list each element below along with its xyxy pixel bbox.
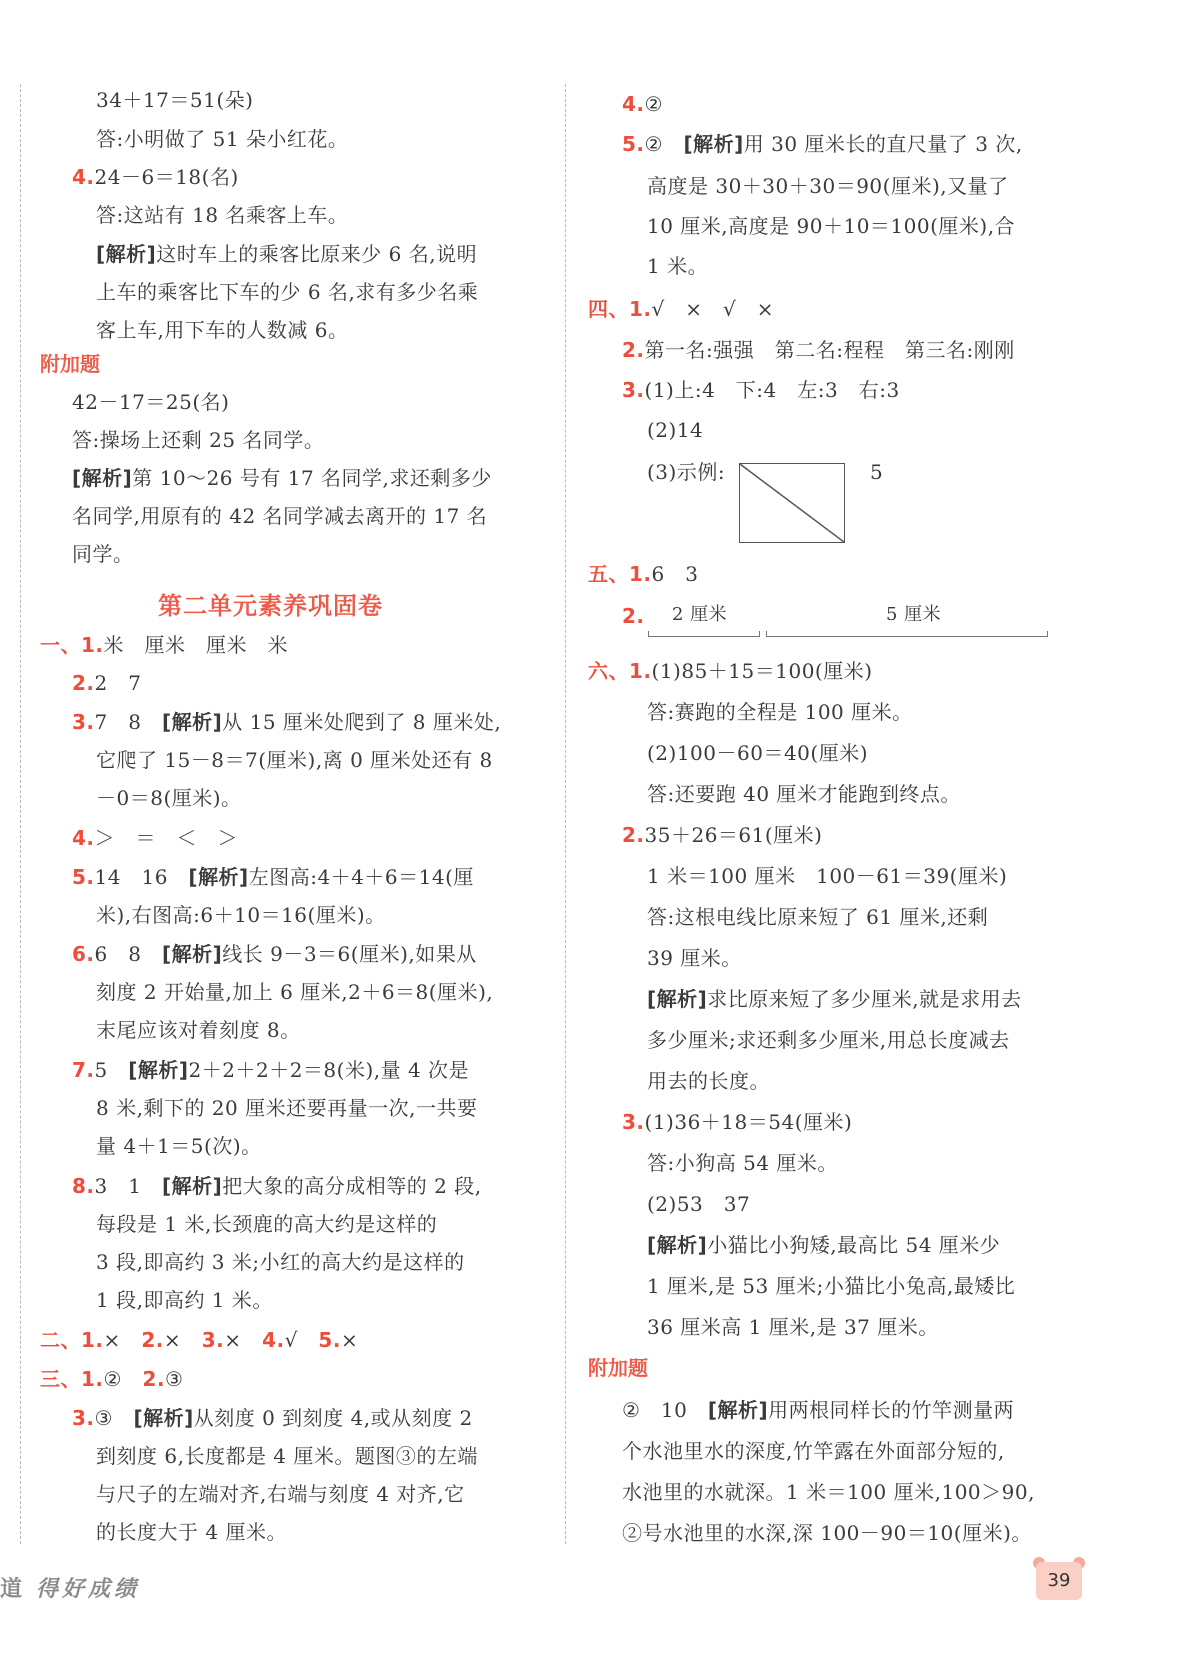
question-number: 3.	[622, 1110, 645, 1134]
answer-line: 答:小明做了 51 朵小红花。	[96, 127, 349, 151]
answer-line: (3)示例:	[647, 460, 726, 484]
left-margin-divider	[20, 84, 21, 1544]
page-number-badge: 39	[1036, 1562, 1082, 1600]
analysis-line	[72, 466, 492, 490]
question-number: 2.	[141, 1328, 164, 1352]
analysis-tag: [解析]	[683, 132, 744, 156]
section-1-q7	[72, 1058, 469, 1082]
segment-2cm	[648, 631, 760, 637]
question-number: 4.	[262, 1328, 285, 1352]
question-number: 2.	[622, 604, 645, 628]
answer-text: 第一名:强强 第二名:程程 第三名:刚刚	[644, 338, 1015, 362]
analysis-line: 末尾应该对着刻度 8。	[96, 1018, 301, 1042]
analysis-text: 把大象的高分成相等的 2 段,	[222, 1174, 482, 1198]
section-2	[40, 1328, 358, 1352]
answer-text: (1)上:4 下:4 左:3 右:3	[644, 378, 900, 402]
answer-line: 42－17＝25(名)	[72, 390, 230, 414]
answer-line: 答:小狗高 54 厘米。	[647, 1151, 838, 1175]
analysis-line: 的长度大于 4 厘米。	[96, 1520, 287, 1544]
answer-text: √ × √ ×	[651, 297, 775, 321]
analysis-text: 从 15 厘米处爬到了 8 厘米处,	[222, 710, 502, 734]
question-5	[622, 132, 1023, 156]
question-number: 3.	[72, 710, 95, 734]
bonus-heading: 附加题	[40, 352, 100, 376]
answer-text: 24－6＝18(名)	[94, 165, 239, 189]
answer-line: 答:还要跑 40 厘米才能跑到终点。	[647, 782, 961, 806]
answer-line: (2)14	[647, 418, 704, 442]
question-number: 4.	[622, 92, 645, 116]
footer-left-fragment: 道	[0, 1576, 23, 1602]
analysis-line: －0＝8(厘米)。	[96, 786, 242, 810]
answer-text: ×	[103, 1328, 121, 1352]
answer-text: ②	[644, 92, 663, 116]
diagonal-line-icon	[740, 464, 844, 542]
analysis-line: 10 厘米,高度是 90＋10＝100(厘米),合	[647, 214, 1016, 238]
answer-line: (2)100－60＝40(厘米)	[647, 741, 869, 765]
analysis-line	[647, 1233, 1000, 1257]
answer-text: ×	[224, 1328, 242, 1352]
question-number: 2.	[142, 1367, 166, 1391]
question-number: 5.	[622, 132, 645, 156]
answer-text: ＞ ＝ ＜ ＞	[94, 826, 239, 850]
answer-line: 答:这根电线比原来短了 61 厘米,还剩	[647, 905, 989, 929]
answer-text: 7 8	[94, 710, 162, 734]
analysis-tag: [解析]	[133, 1406, 194, 1430]
answer-text: 6 8	[94, 942, 162, 966]
analysis-line: 刻度 2 开始量,加上 6 厘米,2＋6＝8(厘米),	[96, 980, 494, 1004]
analysis-line: 量 4＋1＝5(次)。	[96, 1134, 262, 1158]
section-label: 二、1.	[40, 1328, 104, 1352]
analysis-tag: [解析]	[128, 1058, 189, 1082]
answer-text: 14 16	[94, 865, 189, 889]
section-5	[588, 562, 698, 586]
analysis-line: 高度是 30＋30＋30＝90(厘米),又量了	[647, 174, 1009, 198]
footer-brand: 得好成绩	[36, 1576, 141, 1602]
answer-text: ③	[94, 1406, 134, 1430]
bonus-answer	[622, 1398, 1014, 1422]
analysis-tag: [解析]	[647, 987, 708, 1011]
analysis-line: 个水池里水的深度,竹竿露在外面部分短的,	[622, 1439, 1005, 1463]
answer-text: 米 厘米 厘米 米	[103, 633, 289, 657]
question-number: 4.	[72, 826, 95, 850]
analysis-line: 8 米,剩下的 20 厘米还要再量一次,一共要	[96, 1096, 478, 1120]
analysis-line: 3 段,即高约 3 米;小红的高大约是这样的	[96, 1250, 465, 1274]
analysis-text: 线长 9－3＝6(厘米),如果从	[222, 942, 477, 966]
answer-text: 6 3	[651, 562, 699, 586]
question-4	[622, 92, 663, 116]
example-rectangle-figure	[739, 463, 845, 543]
analysis-line	[647, 987, 1022, 1011]
segment-5cm	[766, 631, 1048, 637]
question-number: 5.	[318, 1328, 341, 1352]
analysis-text: 左图高:4＋4＋6＝14(厘	[248, 865, 474, 889]
section-1-q1	[40, 633, 288, 657]
analysis-line: 1 厘米,是 53 厘米;小猫比小兔高,最矮比	[647, 1274, 1016, 1298]
question-4	[72, 165, 239, 189]
section-1-q4	[72, 826, 238, 850]
answer-text: ②	[644, 132, 684, 156]
answer-text: 2 7	[94, 671, 142, 695]
analysis-line: 36 厘米高 1 厘米,是 37 厘米。	[647, 1315, 939, 1339]
answer-line: 答:赛跑的全程是 100 厘米。	[647, 700, 913, 724]
analysis-line: 同学。	[72, 542, 134, 566]
answer-text: √	[284, 1328, 298, 1352]
analysis-tag: [解析]	[707, 1398, 769, 1422]
analysis-line: 用去的长度。	[647, 1069, 770, 1093]
analysis-text: 这时车上的乘客比原来少 6 名,说明	[156, 242, 478, 266]
answer-line: 答:操场上还剩 25 名同学。	[72, 428, 325, 452]
section-4	[588, 297, 774, 321]
question-number: 5.	[72, 865, 95, 889]
analysis-text: 求比原来短了多少厘米,就是求用去	[707, 987, 1022, 1011]
analysis-line: 到刻度 6,长度都是 4 厘米。题图③的左端	[96, 1444, 478, 1468]
analysis-text: 2＋2＋2＋2＝8(米),量 4 次是	[188, 1058, 470, 1082]
answer-line: 答:这站有 18 名乘客上车。	[96, 203, 349, 227]
answer-text: (1)36＋18＝54(厘米)	[644, 1110, 853, 1134]
section-3-q3	[72, 1406, 473, 1430]
section-label: 一、1.	[40, 633, 104, 657]
section-label: 四、1.	[588, 297, 652, 321]
answer-text: 5	[94, 1058, 129, 1082]
analysis-line: 每段是 1 米,长颈鹿的高大约是这样的	[96, 1212, 438, 1236]
answer-text: ×	[340, 1328, 359, 1352]
section-1-q5	[72, 865, 474, 889]
section-1-q8	[72, 1174, 482, 1198]
answer-text: ② 10	[622, 1398, 708, 1422]
question-number: 3.	[72, 1406, 95, 1430]
figure-answer: 5	[870, 460, 884, 484]
analysis-line: 多少厘米;求还剩多少厘米,用总长度减去	[647, 1028, 1010, 1052]
section-6-q2	[622, 823, 822, 847]
section-label: 六、1.	[588, 659, 652, 683]
analysis-tag: [解析]	[96, 242, 157, 266]
question-number: 2.	[622, 338, 645, 362]
bonus-heading: 附加题	[588, 1356, 648, 1380]
section-5-q2	[622, 604, 645, 628]
analysis-tag: [解析]	[161, 1174, 223, 1198]
analysis-tag: [解析]	[647, 1233, 708, 1257]
answer-text: 35＋26＝61(厘米)	[644, 823, 823, 847]
section-1-q3	[72, 710, 501, 734]
question-number: 3.	[622, 378, 645, 402]
question-number: 4.	[72, 165, 95, 189]
answer-text: (1)85＋15＝100(厘米)	[651, 659, 873, 683]
analysis-line: 上车的乘客比下车的少 6 名,求有多少名乘	[96, 280, 479, 304]
analysis-text: 小猫比小狗矮,最高比 54 厘米少	[707, 1233, 1001, 1257]
question-number: 2.	[622, 823, 645, 847]
analysis-line: 客上车,用下车的人数减 6。	[96, 318, 349, 342]
analysis-tag: [解析]	[72, 466, 133, 490]
analysis-tag: [解析]	[161, 942, 223, 966]
analysis-text: 第 10～26 号有 17 名同学,求还剩多少	[132, 466, 492, 490]
analysis-text: 用两根同样长的竹竿测量两	[768, 1398, 1015, 1422]
answer-line: (2)53 37	[647, 1192, 751, 1216]
analysis-line: 它爬了 15－8＝7(厘米),离 0 厘米处还有 8	[96, 748, 493, 772]
answer-line: 39 厘米。	[647, 946, 742, 970]
analysis-text: 从刻度 0 到刻度 4,或从刻度 2	[193, 1406, 473, 1430]
analysis-line	[96, 242, 477, 266]
analysis-line: 1 段,即高约 1 米。	[96, 1288, 273, 1312]
section-label: 三、1.	[40, 1367, 104, 1391]
section-label: 五、1.	[588, 562, 652, 586]
segment-label-5cm: 5 厘米	[886, 604, 942, 625]
analysis-text: 用 30 厘米长的直尺量了 3 次,	[743, 132, 1023, 156]
section-6-q3	[622, 1110, 852, 1134]
answer-text: ②	[103, 1367, 122, 1391]
analysis-line: ②号水池里的水深,深 100－90＝10(厘米)。	[622, 1521, 1032, 1545]
answer-line: 1 米＝100 厘米 100－61＝39(厘米)	[647, 864, 1008, 888]
answer-text: 3 1	[94, 1174, 162, 1198]
analysis-line: 水池里的水就深。1 米＝100 厘米,100＞90,	[622, 1480, 1035, 1504]
question-number: 6.	[72, 942, 95, 966]
analysis-tag: [解析]	[161, 710, 223, 734]
section-4-q3	[622, 378, 900, 402]
question-number: 2.	[72, 671, 95, 695]
section-4-q2	[622, 338, 1015, 362]
section-1-q2	[72, 671, 141, 695]
analysis-tag: [解析]	[188, 865, 249, 889]
answer-text: ×	[163, 1328, 182, 1352]
answer-text: ③	[165, 1367, 184, 1391]
analysis-line: 与尺子的左端对齐,右端与刻度 4 对齐,它	[96, 1482, 465, 1506]
question-number: 3.	[201, 1328, 225, 1352]
analysis-line: 1 米。	[647, 254, 709, 278]
analysis-line: 米),右图高:6＋10＝16(厘米)。	[96, 903, 386, 927]
analysis-line: 名同学,用原有的 42 名同学减去离开的 17 名	[72, 504, 488, 528]
section-3	[40, 1367, 183, 1391]
question-number: 8.	[72, 1174, 95, 1198]
section-6	[588, 659, 873, 683]
section-1-q6	[72, 942, 477, 966]
answer-line: 34＋17＝51(朵)	[96, 88, 254, 112]
segment-label-2cm: 2 厘米	[672, 604, 728, 625]
question-number: 7.	[72, 1058, 95, 1082]
unit-title: 第二单元素养巩固卷	[158, 592, 383, 620]
column-divider	[565, 84, 566, 1544]
